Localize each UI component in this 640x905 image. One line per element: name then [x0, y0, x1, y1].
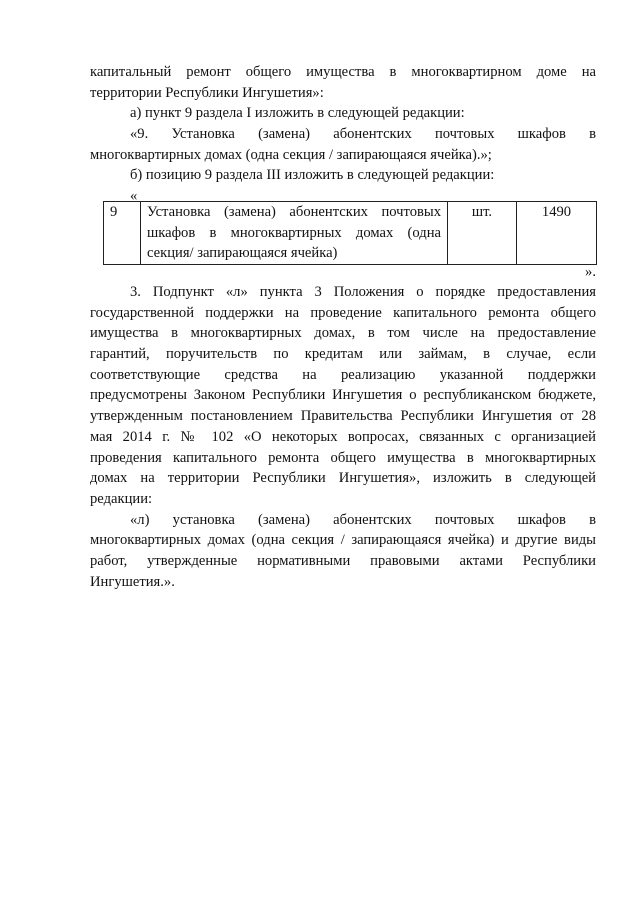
- table-row: [104, 202, 597, 265]
- text-line: б) позицию 9 раздела III изложить в следующей редакции:: [130, 167, 495, 184]
- text-line: государственной поддержки на проведение капитального ремонта общего: [90, 304, 596, 321]
- value-cell: 1490: [517, 202, 597, 265]
- position-name-line: шкафов в многоквартирных домах (одна: [147, 224, 441, 241]
- position-table: [103, 201, 597, 265]
- text-line: мая 2014 г. № 102 «О некоторых вопросах, связанных с организацией: [90, 428, 596, 445]
- point-3-paragraph: [90, 282, 596, 592]
- unit-cell: шт.: [448, 202, 517, 265]
- amendment-paragraphs: [90, 62, 596, 207]
- position-name-cell: [141, 202, 448, 265]
- text-line: «л) установка (замена) абонентских почтовых шкафов в: [130, 511, 596, 528]
- text-line: работ, утвержденные нормативными правовыми актами Республики: [90, 552, 596, 569]
- opening-quote: «: [130, 188, 138, 205]
- closing-quote: ».: [585, 264, 596, 280]
- position-number-cell: 9: [104, 202, 141, 265]
- position-name-line: Установка (замена) абонентских почтовых: [147, 204, 441, 220]
- text-line: домах на территории Республики Ингушетия», изложить в следующей: [90, 470, 596, 487]
- text-line: имущества в многоквартирных домах, в том числе на предоставление: [90, 325, 596, 342]
- text-line: гарантий, поручительств по кредитам или займам, в случае, если: [90, 346, 596, 363]
- text-line: капитальный ремонт общего имущества в многоквартирном доме на: [90, 64, 596, 80]
- text-line: Ингушетия.».: [90, 573, 175, 590]
- position-name-line: секция/ запирающаяся ячейка): [147, 245, 338, 262]
- text-line: территории Республики Ингушетия»:: [90, 84, 324, 101]
- text-line: соответствующие средства на реализацию указанной поддержки: [90, 366, 596, 383]
- text-line: многоквартирных домах (одна секция / запирающаяся ячейка).»;: [90, 146, 492, 163]
- text-line: утвержденным постановлением Правительства Республики Ингушетия от 28: [90, 408, 596, 425]
- text-line: 3. Подпункт «л» пункта 3 Положения о порядке предоставления: [130, 284, 596, 300]
- text-line: проведения капитального ремонта общего имущества в многоквартирных: [90, 449, 596, 466]
- text-line: редакции:: [90, 490, 153, 507]
- text-line: предусмотрены Законом Республики Ингушетия о республиканском бюджете,: [90, 387, 596, 404]
- text-line: многоквартирных домах (одна секция / запирающаяся ячейка) и другие виды: [90, 532, 596, 549]
- text-line: «9. Установка (замена) абонентских почтовых шкафов в: [130, 126, 596, 143]
- text-line: а) пункт 9 раздела I изложить в следующей редакции:: [130, 105, 465, 122]
